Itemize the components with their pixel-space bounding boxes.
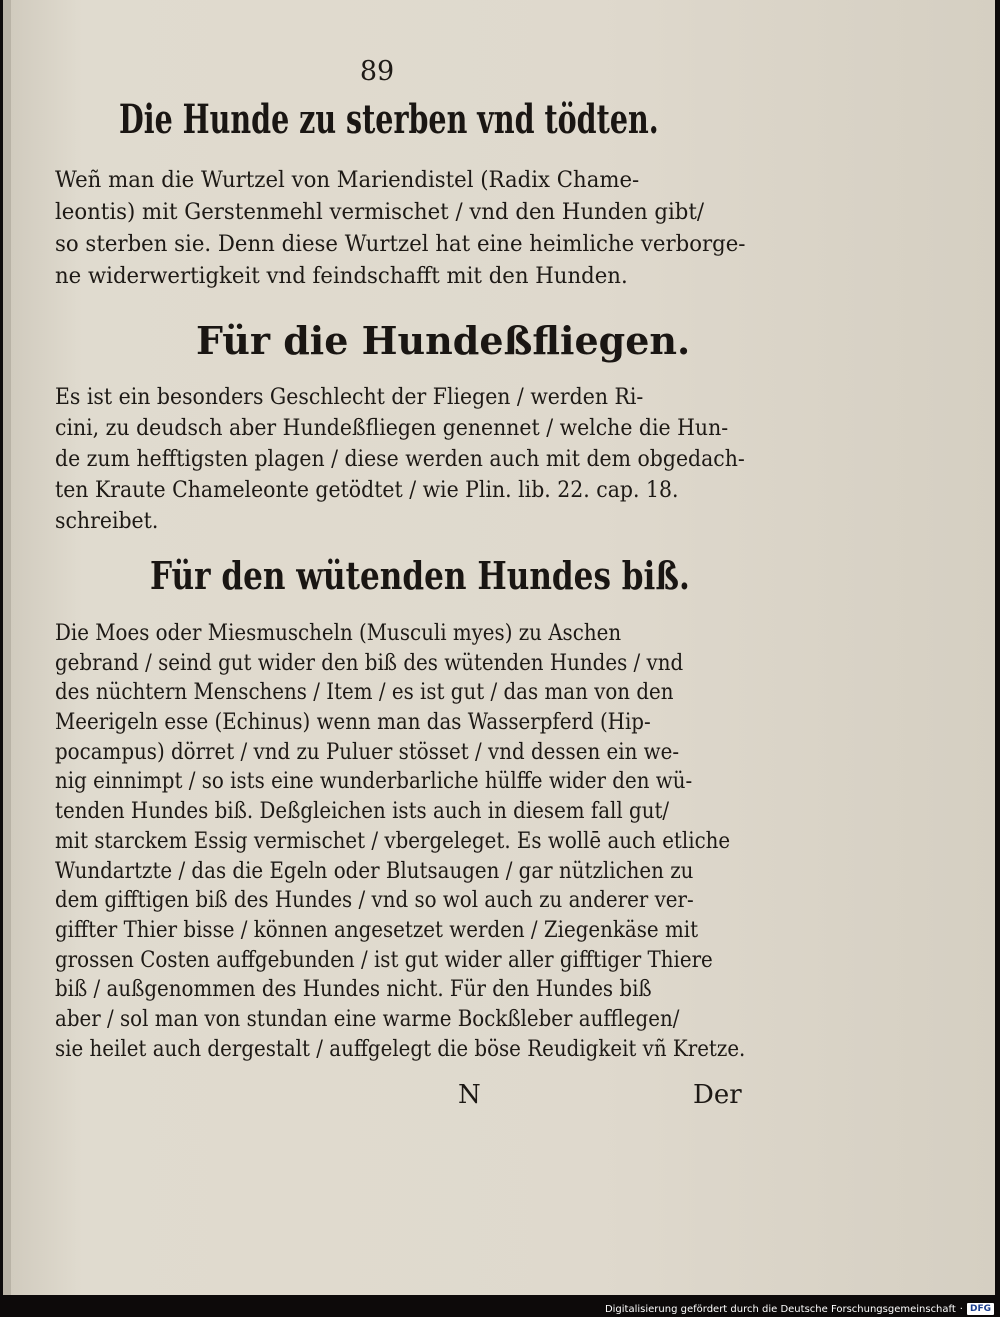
- text-line: ne widerwertigkeit vnd feindschafft mit den Hunden.: [55, 264, 628, 289]
- text-line: biß / außgenommen des Hundes nicht. Für den Hundes biß: [55, 977, 652, 1003]
- text-line: giffter Thier bisse / können angesetzet werden / Ziegenkäse mit: [55, 917, 699, 943]
- text-line: Meerigeln esse (Echinus) wenn man das Wasserpferd (Hip-: [55, 710, 651, 736]
- text-line: ten Kraute Chameleonte getödtet / wie Plin. lib. 22. cap. 18.: [55, 478, 679, 503]
- funding-footer: [605, 1303, 994, 1315]
- text-line: nig einnimpt / so ists eine wunderbarliche hülffe wider den wü-: [55, 769, 693, 795]
- text-line: gebrand / seind gut wider den biß des wütenden Hundes / vnd: [55, 650, 684, 676]
- text-line: aber / sol man von stundan eine warme Bockßleber aufflegen/: [55, 1006, 680, 1032]
- section-heading-1: Die Hunde zu sterben vnd tödten.: [119, 96, 659, 143]
- text-line: schreibet.: [55, 509, 159, 534]
- text-line: leontis) mit Gerstenmehl vermischet / vnd den Hunden gibt/: [55, 200, 705, 225]
- section-2-paragraph: [55, 382, 798, 537]
- section-3-paragraph: [55, 619, 821, 1064]
- text-line: des nüchtern Menschens / Item / es ist gut / das man von den: [55, 680, 674, 706]
- section-heading-2: Für die Hundeßfliegen.: [196, 318, 691, 363]
- text-line: cini, zu deudsch aber Hundeßfliegen genennet / welche die Hun-: [55, 416, 729, 441]
- signature-mark: N: [458, 1080, 481, 1110]
- text-line: Weñ man die Wurtzel von Mariendistel (Radix Chame-: [55, 168, 640, 193]
- text-line: sie heilet auch dergestalt / auffgelegt die böse Reudigkeit vñ Kretze.: [55, 1036, 746, 1062]
- text-line: Wundartzte / das die Egeln oder Blutsaugen / gar nützlichen zu: [55, 858, 694, 884]
- page-number: 89: [359, 56, 395, 87]
- section-heading-3: Für den wütenden Hundes biß.: [150, 553, 690, 598]
- footer-text: Digitalisierung gefördert durch die Deutsche Forschungsgemeinschaft: [604, 1303, 956, 1315]
- page-gutter-shadow: [3, 0, 11, 1295]
- text-line: so sterben sie. Denn diese Wurtzel hat eine heimliche verborge-: [55, 232, 746, 257]
- book-page: [3, 0, 995, 1295]
- text-line: mit starckem Essig vermischet / vbergeleget. Es wollē auch etliche: [55, 828, 731, 854]
- section-1-paragraph: [55, 165, 770, 293]
- text-line: grossen Costen auffgebunden / ist gut wider aller gifftiger Thiere: [55, 947, 713, 973]
- text-line: pocampus) dörret / vnd zu Puluer stösset / vnd dessen ein we-: [55, 739, 680, 765]
- dfg-logo: DFG: [967, 1303, 994, 1315]
- footer-separator: ·: [959, 1303, 963, 1315]
- catchword: Der: [693, 1080, 742, 1110]
- text-line: tenden Hundes biß. Deßgleichen ists auch in diesem fall gut/: [55, 799, 670, 825]
- text-line: Es ist ein besonders Geschlecht der Fliegen / werden Ri-: [55, 385, 644, 410]
- text-line: dem gifftigen biß des Hundes / vnd so wol auch zu anderer ver-: [55, 888, 694, 914]
- text-line: Die Moes oder Miesmuscheln (Musculi myes) zu Aschen: [55, 621, 622, 646]
- text-line: de zum hefftigsten plagen / diese werden auch mit dem obgedach-: [55, 447, 745, 472]
